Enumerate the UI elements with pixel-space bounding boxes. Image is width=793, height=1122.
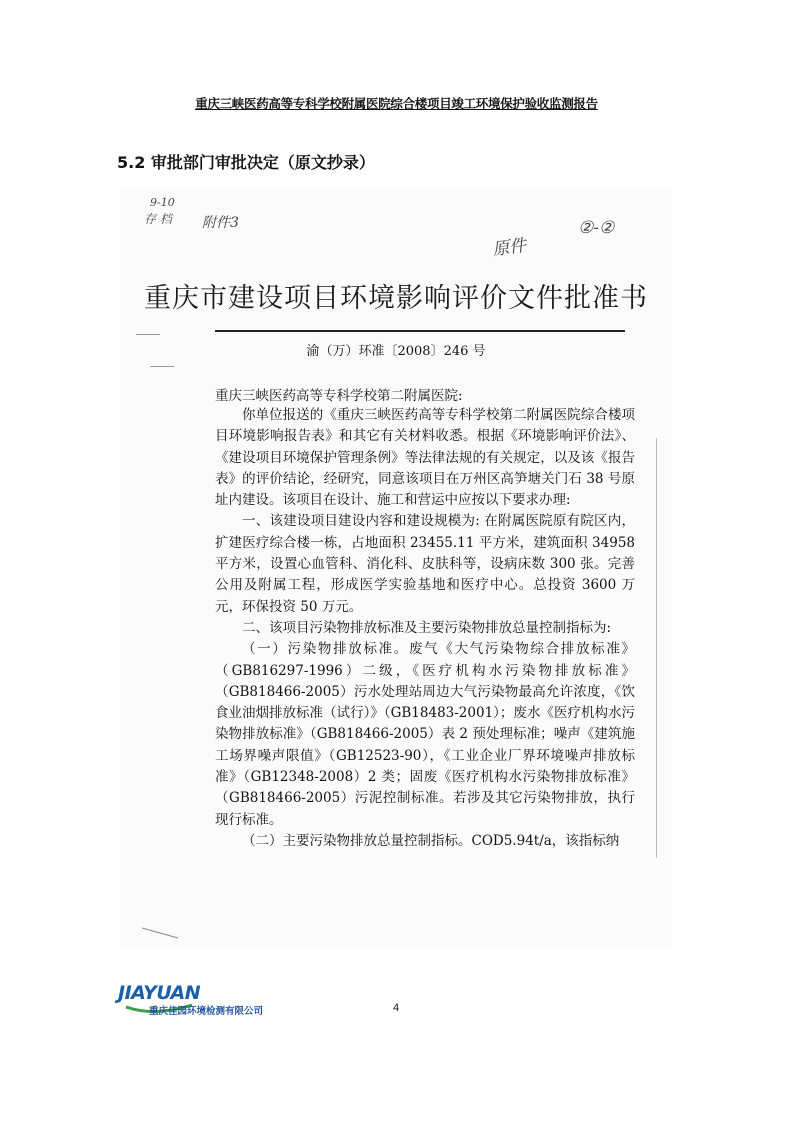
section-heading: 5.2 审批部门审批决定（原文抄录）	[117, 153, 375, 172]
scan-mark	[136, 334, 160, 335]
scan-mark	[142, 923, 182, 943]
handwritten-note: 存 档	[144, 212, 172, 226]
document-title: 重庆市建设项目环境影响评价文件批准书	[144, 283, 648, 314]
paragraph: 你单位报送的《重庆三峡医药高等专科学校第二附属医院综合楼项目环境影响报告表》和其它有关材料收悉。根据《环境影响评价法》、《建设项目环境保护管理条例》等法律法规的有关规定，以及该《报告表》的评价结论，经研究，同意该项目在万州区高笋塘关门石 38 号原址内建设。该项目在设计、施工和营运中应按以下要求办理:	[215, 407, 635, 509]
paragraph: 一、该建设项目建设内容和建设规模为: 在附属医院原有院区内，扩建医疗综合楼一栋，占地面积 23455.11 平方米，建筑面积 34958 平方米，设置心血管科、消化科、皮肤科等，设病床数 300 张。完善公用及附属工程，形成医学实验基地和医疗中心。总投资 3600 万元，环保投资 50 万元。	[215, 513, 635, 615]
scan-mark	[150, 366, 174, 367]
logo-text: JIAYUAN	[118, 982, 201, 1004]
paragraph: （二）主要污染物排放总量控制指标。COD5.94t/a，该指标纳	[242, 832, 620, 849]
page-header	[0, 93, 793, 112]
handwritten-note: 9-10	[150, 196, 175, 209]
company-name: 重庆佳园环境检测有限公司	[149, 1006, 264, 1017]
page-number: 4	[393, 1002, 400, 1014]
recipient: 重庆三峡医药高等专科学校第二附属医院:	[215, 388, 463, 404]
scanned-approval-document	[120, 188, 672, 948]
document-number: 渝（万）环准〔2008〕246 号	[306, 344, 486, 359]
paragraph: 二、该项目污染物排放标准及主要污染物排放总量控制指标为:	[242, 619, 612, 636]
handwritten-note: ②-②	[578, 218, 615, 238]
paragraph: （一）污染物排放标准。废气《大气污染物综合排放标准》（GB816297-1996）二级，《医疗机构水污染物排放标准》（GB818466-2005）污水处理站周边大气污染物最高允许浓度，《饮食业油烟排放标准（试行）》（GB18483-2001）；废水《医疗机构水污染物排放标准》（GB818466-2005）表 2 预处理标准；噪声《建筑施工场界噪声限值》（GB12523-90），《工业企业厂界环境噪声排放标准》（GB12348-2008）2 类；固废《医疗机构水污染物排放标准》（GB818466-2005）污泥控制标准。若涉及其它污染物排放，执行现行标准。	[215, 641, 635, 828]
handwritten-note: 附件3	[202, 215, 239, 231]
company-logo	[118, 982, 200, 1004]
report-title: 重庆三峡医药高等专科学校附属医院综合楼项目竣工环境保护验收监测报告	[195, 96, 598, 111]
handwritten-note: 原件	[491, 235, 528, 261]
title-rule	[215, 330, 625, 332]
document-body	[215, 405, 635, 852]
scan-edge	[656, 438, 657, 858]
